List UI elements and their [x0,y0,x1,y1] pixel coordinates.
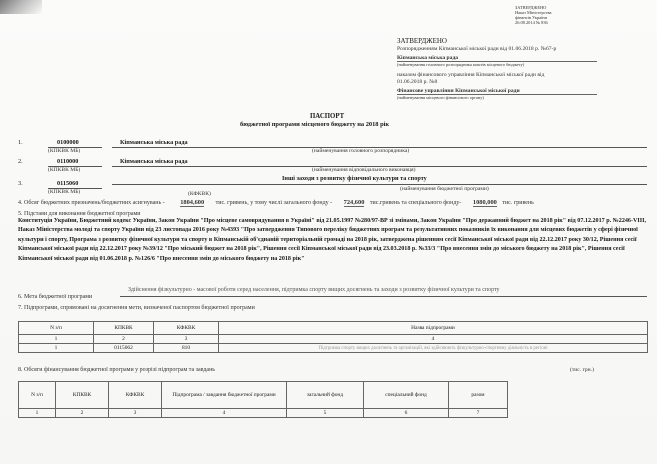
approval-note-2: (найменування місцевого фінансового органу) [397,95,484,100]
item7-label: 7. Підпрограми, спрямовані на досягнення мети, визначеної паспортом бюджетної програми [18,305,255,311]
item4-lead: 4. Обсяг бюджетних призначень/бюджетних асигнувань - [18,200,165,206]
row-code: 0100000 [57,139,79,146]
item4-mid2: тис.гривень та спеціального фонду- [369,200,462,206]
cell-kfkvk: 810 [154,344,219,353]
row-number: 3. [18,180,23,187]
approval-title: ЗАТВЕРДЖЕНО [397,37,447,45]
row-code-label: (КПКВК МБ) [48,189,81,195]
approval-note-1: (найменування головного розпорядника коштів місцевого бюджету) [397,62,525,67]
approval-small-line: Наказ Міністерства [515,10,552,15]
col-num: 1 [19,409,56,418]
col-num: 2 [56,409,109,418]
row-code-label: (КПКВК МБ) [48,167,81,173]
approval-order-2b: 01.06.2018 р. №8 [397,79,438,85]
item4-special: 1080,000 [472,199,497,206]
col-num: 6 [364,409,449,418]
approval-small-line: 26.08.2014 № 836 [515,20,548,25]
col-num: 4 [219,335,648,344]
approval-org-1: Кіпманська міська рада [397,55,597,62]
document-subtitle: бюджетної програми місцевого бюджету на 2018 рік [240,121,390,128]
subprograms-table [18,321,648,353]
col-num: 1 [19,335,94,344]
col-header: загальний фонд [287,382,364,409]
row-name: Інші заходи з розвитку фізичної культури та спорту [282,175,427,182]
col-header: N з/п [19,382,56,409]
item4-general: 724,600 [343,199,365,206]
item5-label: 5. Підстави для виконання бюджетної програми [18,211,141,217]
item6-text: Здійснення фізкультурно - масової роботи серед населення, підтримка спорту вищих досягнень та заходи з розвитку фізичної культури та спорту [128,287,500,293]
approval-small-line: ЗАТВЕРДЖЕНО [515,5,547,10]
approval-org-2: Фінансове управління Кіпманської міської ради [397,88,597,95]
document-title: ПАСПОРТ [310,113,345,120]
col-num: 7 [449,409,508,418]
financing-table [18,381,508,418]
row-note: (найменування головного розпорядника) [312,148,410,154]
row-number: 1. [18,139,23,146]
row-code-label: (КПКВК МБ) [48,148,81,154]
row-number: 2. [18,158,23,165]
approval-order-2: наказом фінансового управління Кіпманської міської ради від [397,72,545,78]
row-note: (найменування бюджетної програми) [400,186,489,192]
col-header: КПКВК [94,322,154,335]
approval-order-1: Розпорядженням Кіпманської міської ради від 01.06.2018 р. №67-р [397,46,557,52]
item5-text: Конституція України, Бюджетний кодекс України, Закон України "Про місцеве самоврядування в Україні" від 21.05.1997 №280/97-ВР зі змінами, Закон України "Про державний бюджет на 2018 рік" від 07.12.2017 р. №2246-VIII, Наказ Міністерства молоді та спорту України від 23 листопада 2016 року №4393 "Про затвердження Типового переліку бюджетних програм та результативних показників їх виконання для місцевих бюджетів у сфері фізичної культури і спорту, Програма з розвитку фізичної культури та спорту в Кіпманській об'єднаній територіальній громаді на 2018 рік, затверджена рішенням сесії Кіпманської міської ради від 22.12.2017 року 30/12, Рішення сесії Кіпманської міської ради від 22.12.2017 року №39/12 "Про міський бюджет на 2018 рік", Рішення сесії Кіпманської міської ради від 23.03.2018 р. №33/3 "Про внесення змін до міського бюджету на 2018 рік", Рішення сесії Кіпманської міської ради від 01.06.2018 р. №126/6 "Про внесення змін до міського бюджету на 2018 рік" [18,218,647,262]
col-header: разом [449,382,508,409]
col-num: 3 [109,409,162,418]
scan-shadow [0,0,42,14]
table-header-row [19,382,508,409]
row-code: 0115060 [57,180,79,187]
approval-small-block [515,5,552,25]
col-num: 4 [162,409,287,418]
cell-name: Підтримка спорту вищих досягнень та організацій, які здійснюють фізкультурно-спортивну діяльність в регіоні [219,344,648,353]
col-header: N з/п [19,322,94,335]
cell-num: 1 [19,344,94,353]
table-header-row [19,322,648,335]
approval-small-line: фінансів України [515,15,547,20]
row-note: (найменування відповідального виконавця) [312,167,416,173]
col-header: спеціальний фонд [364,382,449,409]
col-header: Назва підпрограми [219,322,648,335]
row-underline [112,184,647,185]
item4-line [18,199,534,206]
item6-underline [120,296,647,297]
row-name: Кіпманська міська рада [120,158,188,165]
item4-total: 1804,600 [180,199,205,206]
approval-block [397,37,647,100]
item6-label: 6. Мета бюджетної програми [18,294,93,300]
col-header: КФКВК [109,382,162,409]
item8-label: 8. Обсяги фінансування бюджетної програми у розрізі підпрограм та завдань [18,367,216,373]
col-header: КФКВК [154,322,219,335]
row-code: 0110000 [57,158,79,165]
item8-unit: (тис. грн.) [570,367,594,373]
row-name: Кіпманська міська рада [120,139,188,146]
item4-end: тис. гривень [502,200,534,206]
table-num-row [19,409,508,418]
table-row [19,344,648,353]
cell-kpkvk: 0115062 [94,344,154,353]
col-header: КПКВК [56,382,109,409]
row-kfkvk-label: (КФКВК) [188,191,211,197]
item4-mid1: тис. гривень, у тому числі загального фонду - [215,200,333,206]
col-header: Підпрограма / завдання бюджетної програми [162,382,287,409]
col-num: 3 [154,335,219,344]
col-num: 5 [287,409,364,418]
col-num: 2 [94,335,154,344]
table-num-row [19,335,648,344]
